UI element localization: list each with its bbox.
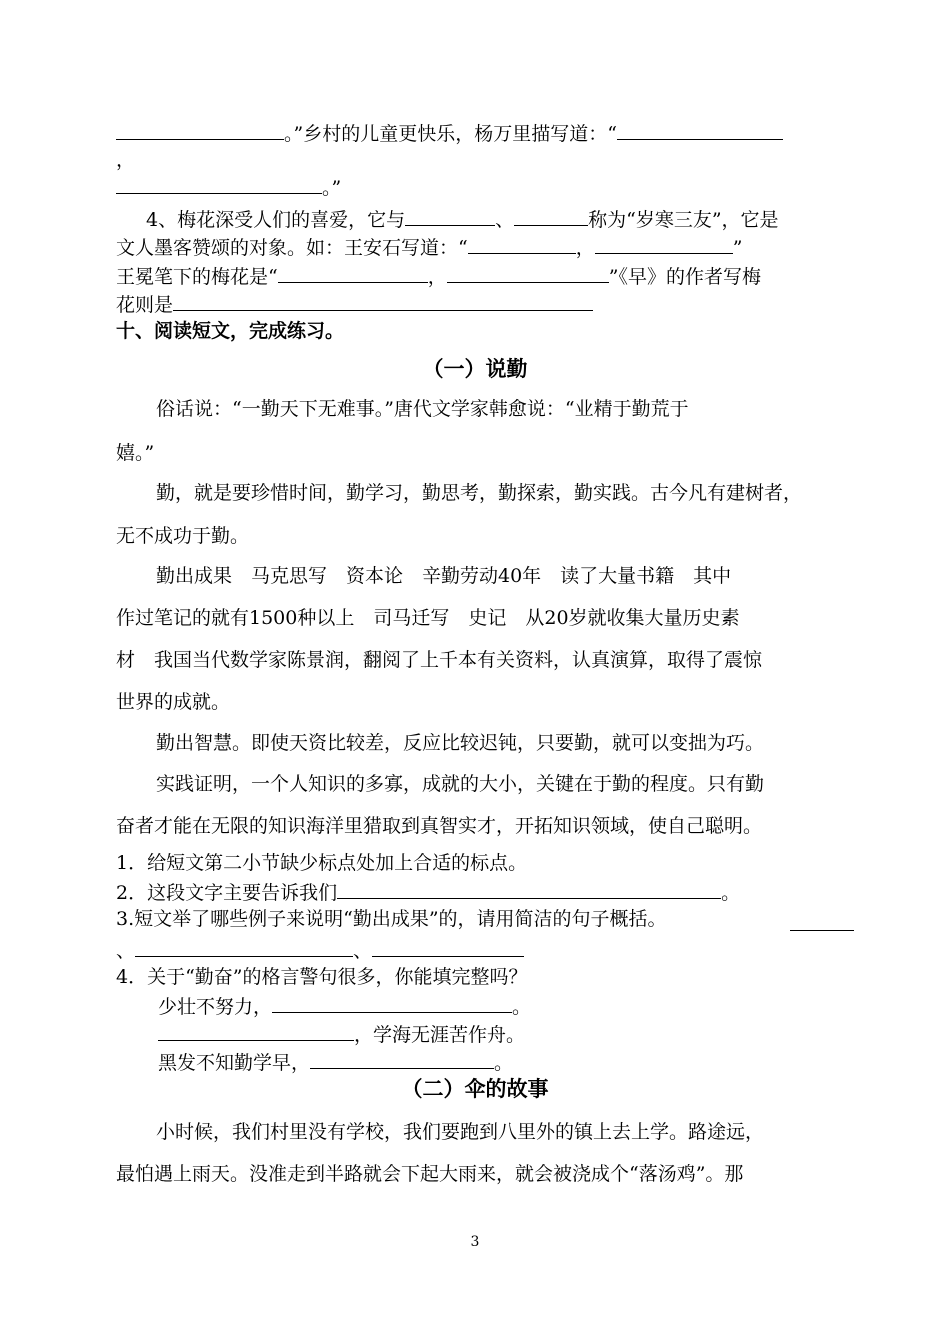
- maxim-line-3: 黑发不知勤学早， 。: [158, 1049, 513, 1075]
- plum-question-line-2: 文人墨客赞颂的对象。如：王安石写道：“ ， ”: [116, 234, 742, 260]
- answer-blank[interactable]: [158, 1021, 354, 1041]
- question-1: 1．给短文第二小节缺少标点处加上合适的标点。: [116, 852, 528, 874]
- maxim-line-1: 少壮不努力， 。: [158, 993, 531, 1019]
- answer-blank[interactable]: [310, 1049, 494, 1069]
- answer-blank[interactable]: [272, 993, 512, 1013]
- answer-blank[interactable]: [135, 937, 353, 957]
- article1-paragraph-2-line-1: 勤，就是要珍惜时间，勤学习，勤思考，勤探索，勤实践。古今凡有建树者，: [156, 482, 803, 504]
- answer-blank[interactable]: [514, 206, 588, 226]
- answer-blank[interactable]: [372, 937, 524, 957]
- poem-line-2: ，: [116, 149, 136, 171]
- section-ten-heading: 十、阅读短文，完成练习。: [116, 320, 345, 342]
- poem-line-3: 。”: [116, 174, 341, 200]
- article1-paragraph-4: 勤出智慧。即使天资比较差，反应比较迟钝，只要勤，就可以变拙为巧。: [156, 732, 765, 754]
- answer-blank[interactable]: [116, 174, 322, 194]
- question-2: 2．这段文字主要告诉我们 。: [116, 879, 740, 905]
- plum-question-line-1: 4、梅花深受人们的喜爱，它与 、 称为“岁寒三友”，它是: [146, 206, 779, 232]
- article-title-shuo-qin: （一）说勤: [422, 357, 528, 381]
- answer-blank[interactable]: [617, 120, 783, 140]
- article1-paragraph-1-line-1: 俗话说：“一勤天下无难事。”唐代文学家韩愈说：“业精于勤荒于: [156, 398, 689, 420]
- article1-paragraph-1-line-2: 嬉。”: [116, 442, 155, 464]
- poem-line-1: 。”乡村的儿童更快乐，杨万里描写道：“: [116, 120, 783, 146]
- answer-blank[interactable]: [173, 291, 593, 311]
- answer-blank[interactable]: [278, 263, 428, 283]
- answer-blank[interactable]: [468, 234, 576, 254]
- answer-blank[interactable]: [790, 911, 854, 931]
- answer-blank[interactable]: [337, 879, 721, 899]
- article2-paragraph-1-line-1: 小时候，我们村里没有学校，我们要跑到八里外的镇上去上学。路途远，: [156, 1121, 765, 1143]
- page-number: 3: [470, 1234, 480, 1250]
- plum-question-line-3: 王冕笔下的梅花是“ ， ”《早》的作者写梅: [116, 263, 761, 289]
- article1-paragraph-2-line-2: 无不成功于勤。: [116, 525, 250, 547]
- question-4: 4．关于“勤奋”的格言警句很多，你能填完整吗？: [116, 966, 528, 988]
- maxim-line-2: ，学海无涯苦作舟。: [158, 1021, 525, 1047]
- answer-blank[interactable]: [116, 120, 284, 140]
- answer-blank[interactable]: [595, 234, 733, 254]
- article-title-umbrella-story: （二）伞的故事: [401, 1077, 549, 1101]
- article1-paragraph-5-line-1: 实践证明，一个人知识的多寡，成就的大小，关键在于勤的程度。只有勤: [156, 773, 765, 795]
- plum-question-line-4: 花则是: [116, 291, 593, 317]
- question-3-line-2: 、 、: [116, 937, 524, 963]
- article1-paragraph-3-line-2: 作过笔记的就有1500种以上 司马迁写 史记 从20岁就收集大量历史素: [116, 607, 740, 629]
- article1-paragraph-5-line-2: 奋者才能在无限的知识海洋里猎取到真智实才，开拓知识领域，使自己聪明。: [116, 815, 763, 837]
- article1-paragraph-3-line-1: 勤出成果 马克思写 资本论 辛勤劳动40年 读了大量书籍 其中: [156, 565, 732, 587]
- question-3: 3.短文举了哪些例子来说明“勤出成果”的，请用简洁的句子概括。: [116, 908, 667, 930]
- article2-paragraph-1-line-2: 最怕遇上雨天。没准走到半路就会下起大雨来，就会被浇成个“落汤鸡”。那: [116, 1163, 744, 1185]
- article1-paragraph-3-line-4: 世界的成就。: [116, 691, 231, 713]
- article1-paragraph-3-line-3: 材 我国当代数学家陈景润，翻阅了上千本有关资料，认真演算，取得了震惊: [116, 649, 763, 671]
- answer-blank[interactable]: [447, 263, 609, 283]
- answer-blank[interactable]: [405, 206, 495, 226]
